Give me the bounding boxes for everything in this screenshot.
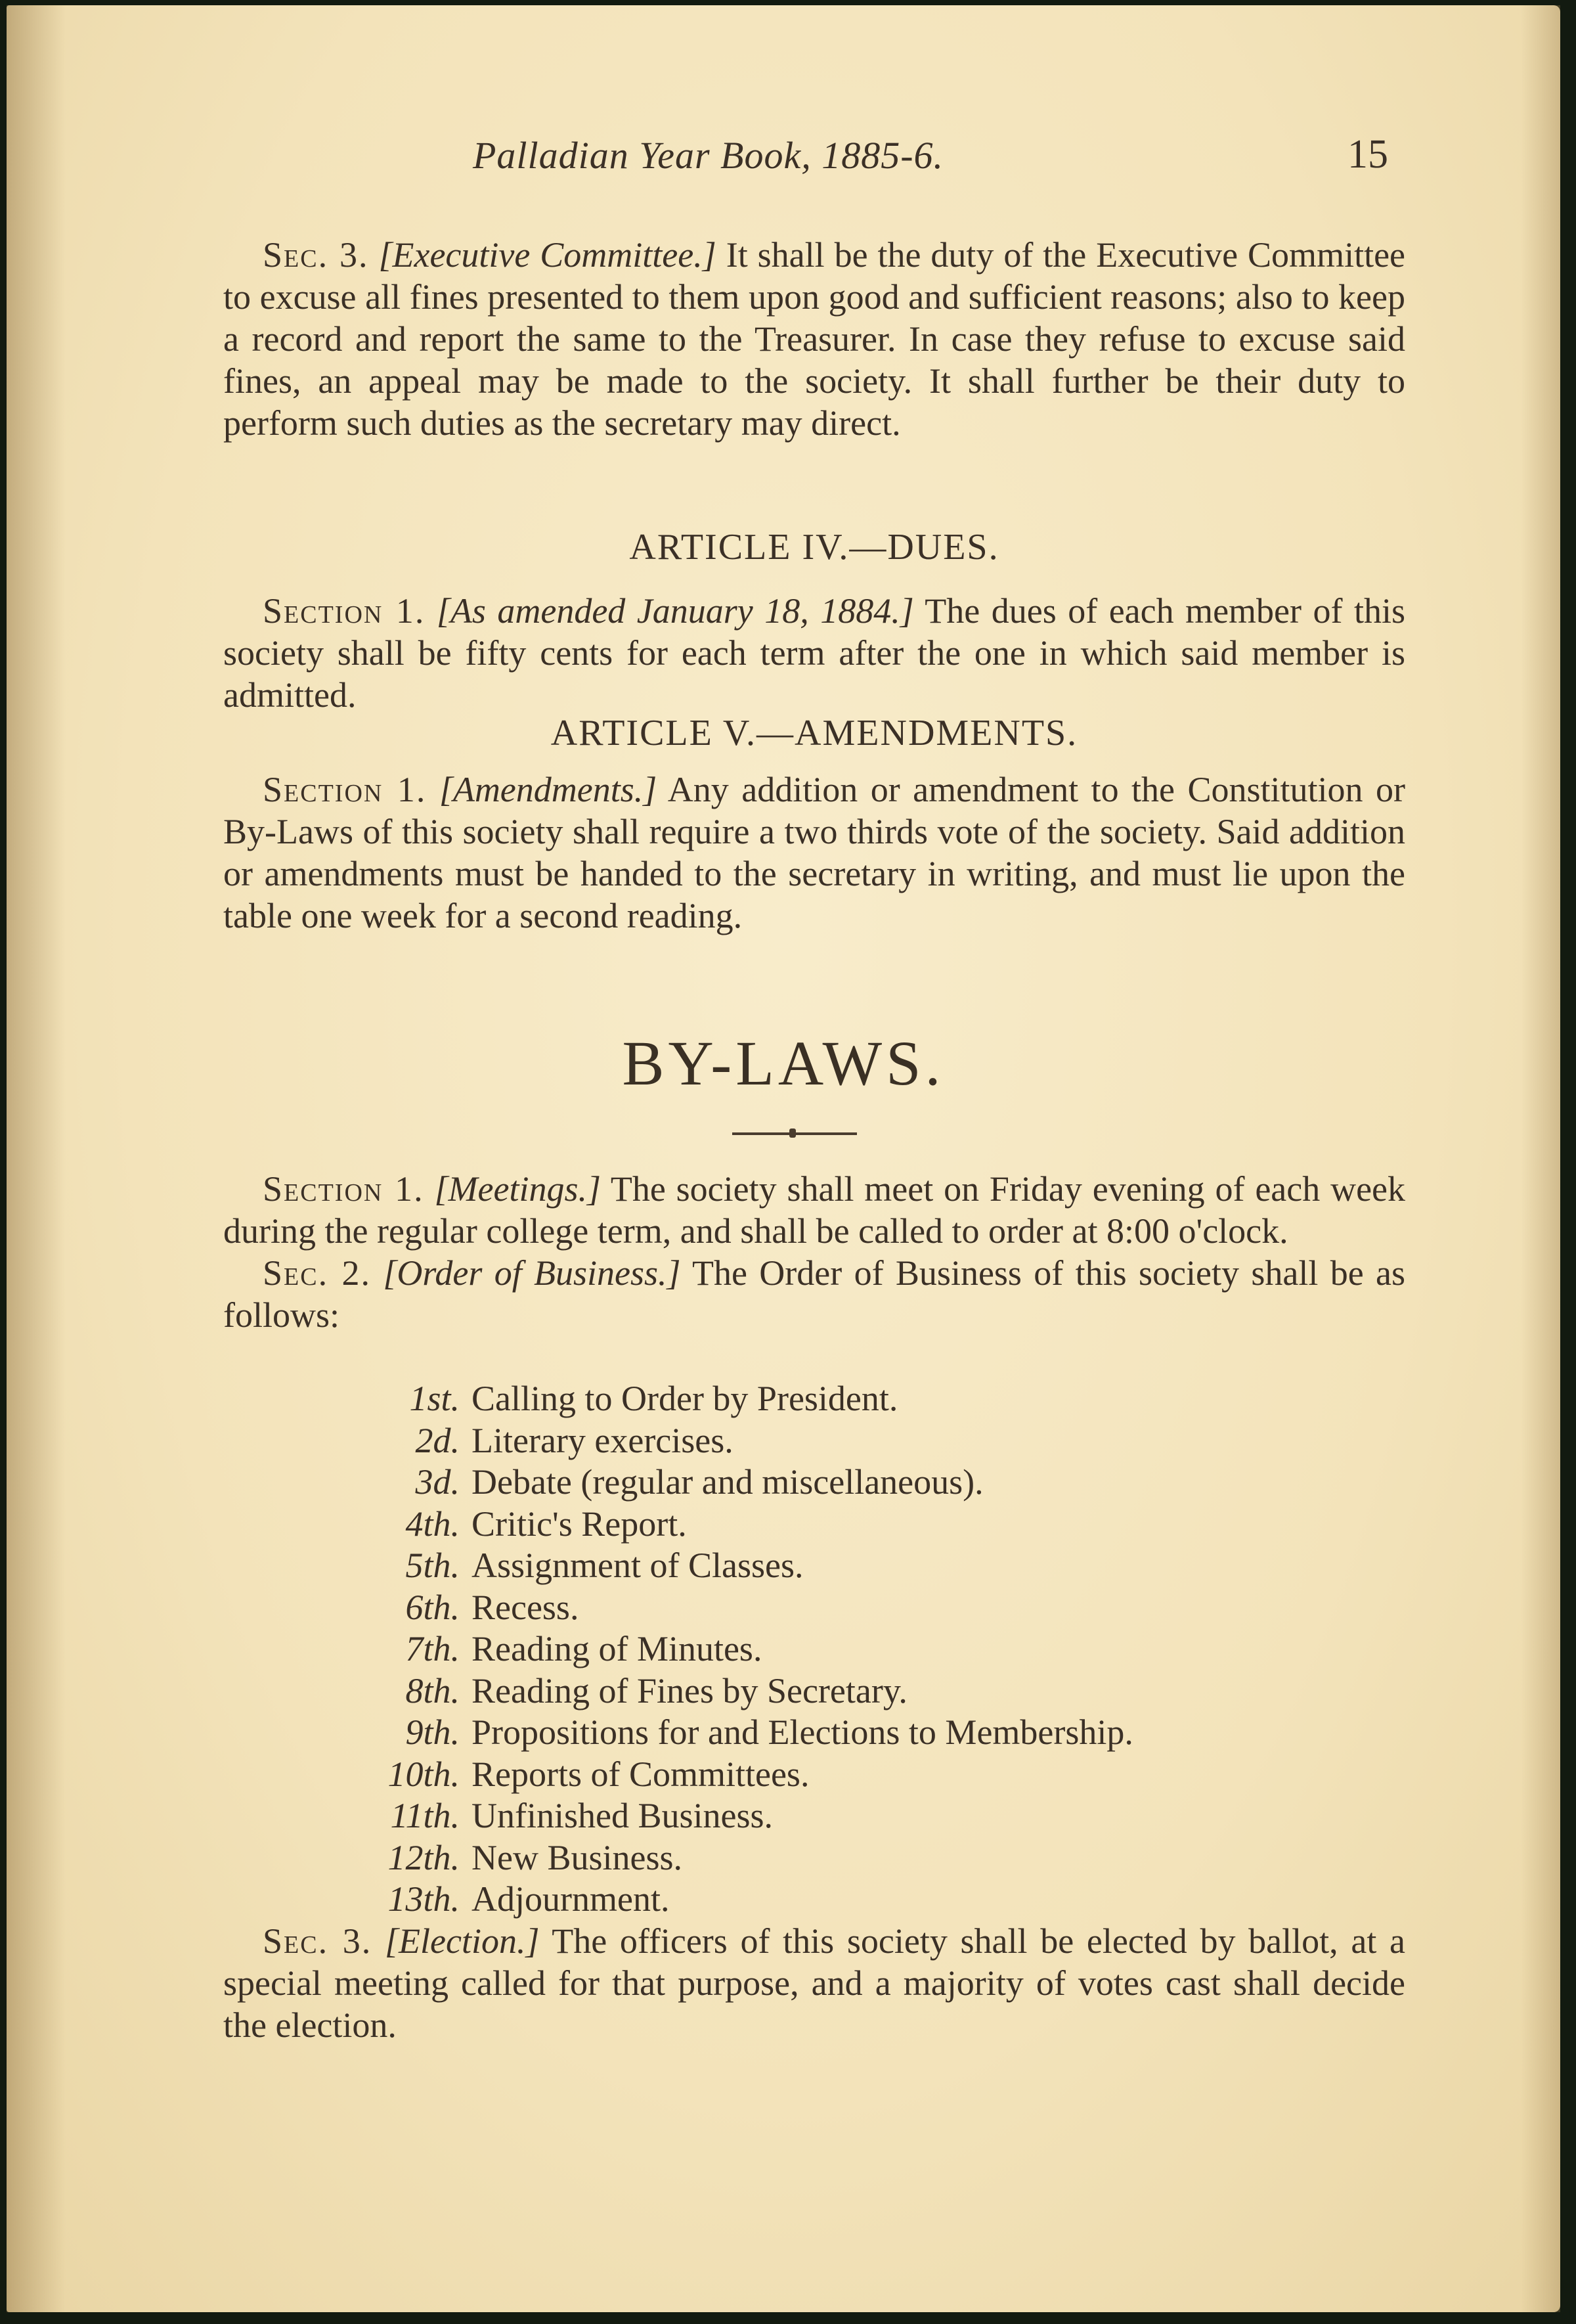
order-number: 1st. [409, 1379, 460, 1418]
executive-committee-section [223, 234, 1405, 444]
page-edge-shadow [1521, 5, 1560, 2312]
order-item [348, 1837, 1133, 1879]
order-label: Assignment of Classes. [471, 1546, 804, 1585]
section-lead: Section 1. [263, 1169, 424, 1209]
order-item [348, 1628, 1133, 1670]
order-item [348, 1420, 1133, 1462]
paragraph [223, 590, 1405, 716]
section-title: [Election.] [385, 1921, 540, 1961]
order-number: 6th. [405, 1587, 460, 1627]
order-label: Reports of Committees. [471, 1754, 810, 1794]
section-text: The society shall meet on Friday evening of each week during the regular college term, and shall be called to order at 8:00 o'clock. [223, 1169, 1406, 1251]
order-number: 9th. [405, 1712, 460, 1752]
order-label: Propositions for and Elections to Membership. [471, 1712, 1133, 1752]
section-title: [Executive Committee.] [378, 235, 716, 275]
meetings-section [223, 1168, 1405, 1336]
order-number: 11th. [390, 1796, 460, 1835]
order-label: New Business. [471, 1837, 682, 1877]
election-section [223, 1920, 1405, 2046]
order-item [348, 1504, 1133, 1546]
order-item [348, 1879, 1133, 1921]
book-page [7, 5, 1560, 2312]
section-title: [Meetings.] [434, 1169, 601, 1209]
order-label: Unfinished Business. [471, 1796, 773, 1835]
order-number: 13th. [387, 1879, 460, 1919]
order-item [348, 1587, 1133, 1629]
section-text: The Order of Business of this society shall be as follows: [223, 1253, 1406, 1335]
order-label: Critic's Report. [471, 1504, 687, 1544]
running-head: Palladian Year Book, 1885-6. [473, 134, 944, 177]
order-number: 8th. [405, 1670, 460, 1710]
order-label: Adjournment. [471, 1879, 670, 1919]
order-number: 3d. [415, 1462, 460, 1502]
order-label: Reading of Fines by Secretary. [471, 1670, 908, 1710]
section-title: [Order of Business.] [383, 1253, 681, 1293]
order-number: 7th. [405, 1629, 460, 1668]
order-number: 12th. [387, 1837, 460, 1877]
order-number: 10th. [387, 1754, 460, 1794]
order-item [348, 1378, 1133, 1420]
section-text: The dues of each member of this society shall be fifty cents for each term after the one in which said member is admitted. [223, 591, 1406, 715]
order-label: Debate (regular and miscellaneous). [471, 1462, 984, 1502]
paragraph [223, 1168, 1405, 1252]
spine-shadow [7, 5, 66, 2312]
section-title: [Amendments.] [439, 770, 657, 809]
order-number: 5th. [405, 1546, 460, 1585]
order-label: Literary exercises. [471, 1420, 733, 1460]
order-item [348, 1670, 1133, 1712]
section-title: [As amended January 18, 1884.] [436, 591, 914, 631]
order-of-business-list [348, 1378, 1133, 1921]
order-item [348, 1462, 1133, 1504]
section-text: The officers of this society shall be elected by ballot, at a special meeting called for that purpose, and a majority of votes cast shall decide the election. [223, 1921, 1405, 2045]
section-lead: Section 1. [263, 591, 426, 631]
order-item [348, 1795, 1133, 1837]
paragraph [223, 234, 1405, 444]
ornamental-rule-center [789, 1128, 796, 1138]
order-item [348, 1754, 1133, 1796]
section-text: Any addition or amendment to the Constitution or By-Laws of this society shall require a two thirds vote of the society. Said addition or amendments must be handed to the secretary in writing, and must lie upon the table one week for a second reading. [223, 770, 1405, 935]
paragraph [223, 769, 1405, 937]
order-label: Recess. [471, 1587, 579, 1627]
article-v-heading: ARTICLE V.—AMENDMENTS. [550, 713, 1078, 753]
section-lead: Sec. 3. [263, 1921, 372, 1961]
order-item [348, 1545, 1133, 1587]
order-label: Calling to Order by President. [471, 1379, 898, 1418]
section-lead: Sec. 3. [263, 235, 369, 275]
section-lead: Section 1. [263, 770, 427, 809]
article-iv-heading: ARTICLE IV.—DUES. [629, 527, 999, 568]
order-item [348, 1712, 1133, 1754]
order-label: Reading of Minutes. [471, 1629, 762, 1668]
paragraph [223, 1920, 1405, 2046]
amendments-section [223, 769, 1405, 937]
order-number: 2d. [415, 1420, 460, 1460]
bylaws-title: BY-LAWS. [622, 1028, 945, 1098]
order-number: 4th. [405, 1504, 460, 1544]
section-lead: Sec. 2. [263, 1253, 371, 1293]
paragraph [223, 1252, 1405, 1336]
page-number: 15 [1347, 132, 1388, 177]
dues-section [223, 590, 1405, 716]
section-text: It shall be the duty of the Executive Committee to excuse all fines presented to them upon good and sufficient reasons; also to keep a record and report the same to the Treasurer. In case they refuse to excuse said fines, an appeal may be made to the society. It shall further be their duty to perform such duties as the secretary may direct. [223, 235, 1406, 443]
